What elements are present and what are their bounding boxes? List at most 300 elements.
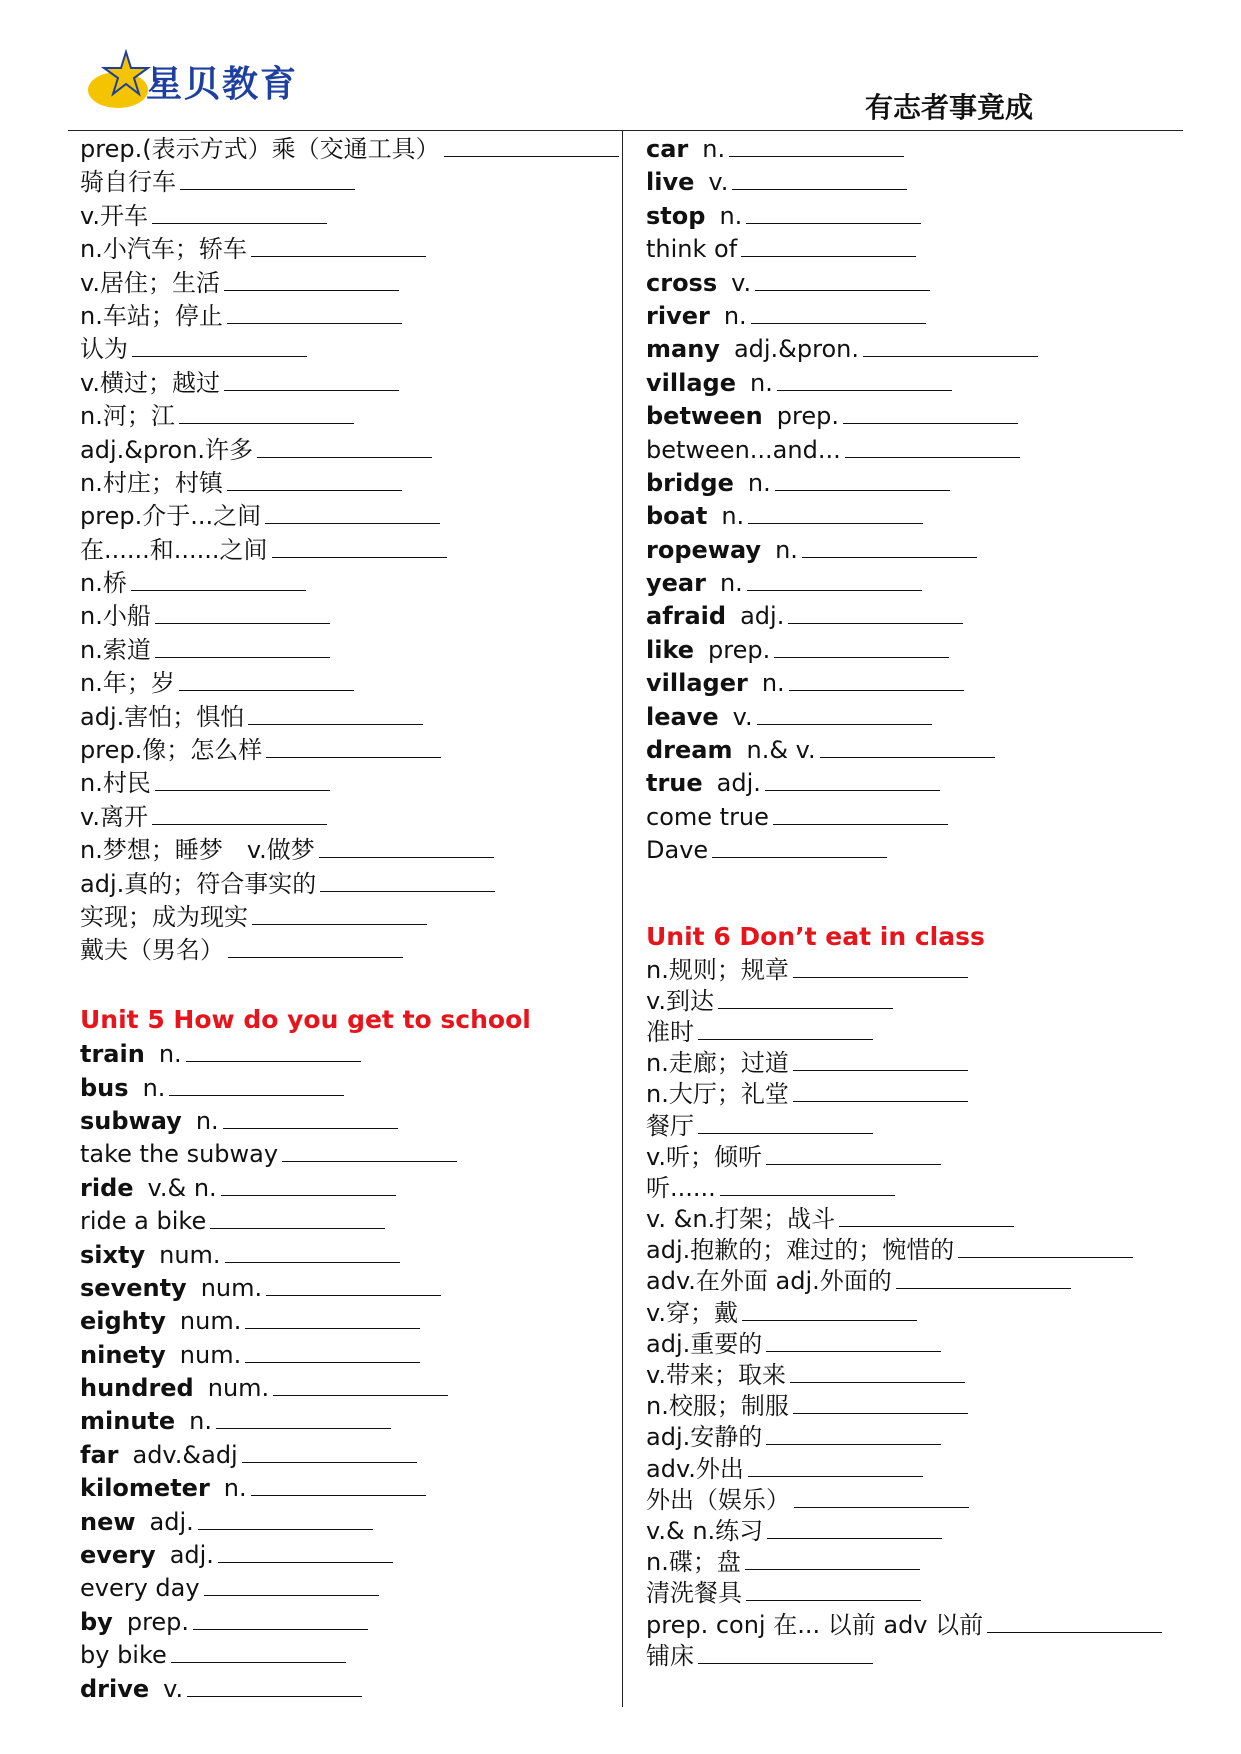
answer-blank[interactable]	[766, 1422, 941, 1445]
answer-blank[interactable]	[132, 334, 307, 357]
item-prompt: prep.(表示方式）乘（交通工具）	[80, 135, 440, 163]
item-prompt: v. &n.打架；战斗	[646, 1205, 836, 1234]
item-prompt: n.年；岁	[80, 669, 175, 698]
right-column	[646, 133, 1186, 1672]
unit4-chinese-list	[80, 133, 610, 968]
answer-blank[interactable]	[748, 1454, 923, 1477]
list-item	[80, 133, 610, 166]
item-prompt: 骑自行车	[80, 168, 176, 197]
headword: seventy	[80, 1273, 187, 1302]
answer-blank[interactable]	[282, 1139, 457, 1162]
answer-blank[interactable]	[152, 201, 327, 224]
answer-blank[interactable]	[746, 201, 921, 224]
answer-blank[interactable]	[987, 1610, 1162, 1633]
list-item	[646, 1017, 1186, 1048]
list-item	[646, 801, 1186, 834]
item-prompt: v.离开	[80, 802, 148, 831]
answer-blank[interactable]	[747, 568, 922, 591]
answer-blank[interactable]	[777, 368, 952, 391]
answer-blank[interactable]	[210, 1206, 385, 1229]
unit4-english-list	[646, 133, 1186, 868]
part-of-speech: adj.	[169, 1541, 214, 1570]
answer-blank[interactable]	[793, 1048, 968, 1071]
list-item	[646, 634, 1186, 667]
headword: ninety	[80, 1340, 166, 1369]
item-prompt: adj.重要的	[646, 1329, 763, 1358]
part-of-speech: n.	[702, 135, 726, 163]
answer-blank[interactable]	[272, 535, 447, 558]
list-item	[80, 1339, 610, 1372]
item-prompt: v.听；倾听	[646, 1142, 762, 1171]
answer-blank[interactable]	[745, 1547, 920, 1570]
answer-blank[interactable]	[155, 635, 330, 658]
list-item	[80, 1105, 610, 1138]
logo-text: 星贝教育	[146, 64, 299, 105]
answer-blank[interactable]	[757, 702, 932, 725]
answer-blank[interactable]	[245, 1340, 420, 1363]
list-item	[80, 1405, 610, 1438]
list-item	[80, 634, 610, 667]
answer-blank[interactable]	[698, 1641, 873, 1664]
list-item	[646, 233, 1186, 266]
list-item	[646, 1422, 1186, 1453]
item-prompt: v.& n.练习	[646, 1516, 764, 1545]
list-item	[646, 986, 1186, 1017]
list-item	[646, 1235, 1186, 1266]
answer-blank[interactable]	[186, 1039, 361, 1062]
answer-blank[interactable]	[863, 334, 1038, 357]
answer-blank[interactable]	[789, 668, 964, 691]
headword: ropeway	[646, 535, 762, 564]
answer-blank[interactable]	[748, 501, 923, 524]
headword: between	[646, 402, 763, 431]
part-of-speech: n.	[223, 1474, 247, 1503]
headword: eighty	[80, 1307, 166, 1336]
item-prompt: adv.外出	[646, 1454, 744, 1483]
part-of-speech: take the subway	[80, 1140, 279, 1169]
answer-blank[interactable]	[793, 955, 968, 978]
list-item	[80, 667, 610, 700]
list-item	[80, 1272, 610, 1305]
headword: live	[646, 168, 695, 197]
list-item	[646, 534, 1186, 567]
item-prompt: prep.像；怎么样	[80, 736, 263, 765]
headword: leave	[646, 702, 719, 731]
list-item	[646, 1329, 1186, 1360]
headword: afraid	[646, 602, 727, 631]
list-item	[80, 1138, 610, 1171]
list-item	[80, 868, 610, 901]
part-of-speech: v.	[732, 702, 753, 731]
list-item	[80, 267, 610, 300]
spacer	[80, 968, 610, 1001]
list-item	[646, 955, 1186, 986]
answer-blank[interactable]	[793, 1391, 968, 1414]
list-item	[80, 701, 610, 734]
part-of-speech: n.	[723, 301, 747, 330]
list-item	[646, 567, 1186, 600]
part-of-speech: n.	[749, 368, 773, 397]
part-of-speech: think of	[646, 235, 738, 264]
answer-blank[interactable]	[843, 401, 1018, 424]
answer-blank[interactable]	[773, 802, 948, 825]
answer-blank[interactable]	[720, 1173, 895, 1196]
item-prompt: 准时	[646, 1017, 694, 1046]
headword: drive	[80, 1674, 150, 1703]
answer-blank[interactable]	[742, 1298, 917, 1321]
answer-blank[interactable]	[793, 1079, 968, 1102]
answer-blank[interactable]	[775, 468, 950, 491]
list-item	[646, 834, 1186, 867]
answer-blank[interactable]	[204, 1573, 379, 1596]
list-item	[80, 1305, 610, 1338]
answer-blank[interactable]	[320, 869, 495, 892]
part-of-speech: n.	[719, 201, 743, 230]
answer-blank[interactable]	[221, 1173, 396, 1196]
list-item	[80, 400, 610, 433]
answer-blank[interactable]	[171, 1640, 346, 1663]
part-of-speech: v.	[708, 168, 729, 197]
list-item	[646, 300, 1186, 333]
list-item	[80, 434, 610, 467]
answer-blank[interactable]	[251, 234, 426, 257]
list-item	[646, 667, 1186, 700]
part-of-speech: num.	[179, 1340, 242, 1369]
answer-blank[interactable]	[741, 234, 916, 257]
answer-blank[interactable]	[802, 535, 977, 558]
part-of-speech: adv.&adj	[132, 1440, 238, 1469]
item-prompt: adj.&pron.许多	[80, 435, 254, 464]
item-prompt: n.村民	[80, 769, 151, 798]
answer-blank[interactable]	[319, 835, 494, 858]
answer-blank[interactable]	[179, 401, 354, 424]
list-item	[80, 1172, 610, 1205]
list-item	[80, 1539, 610, 1572]
list-item	[646, 701, 1186, 734]
part-of-speech: come true	[646, 802, 769, 831]
list-item	[80, 1673, 610, 1706]
headword: every	[80, 1541, 156, 1570]
part-of-speech: v.	[163, 1674, 184, 1703]
headword: hundred	[80, 1374, 194, 1403]
item-prompt: n.索道	[80, 635, 151, 664]
list-item	[646, 1610, 1186, 1641]
list-item	[80, 767, 610, 800]
list-item	[80, 500, 610, 533]
list-item	[80, 166, 610, 199]
part-of-speech: between...and...	[646, 435, 841, 464]
headword: minute	[80, 1407, 176, 1436]
list-item	[646, 1578, 1186, 1609]
headword: villager	[646, 669, 748, 698]
headword: by	[80, 1607, 113, 1636]
item-prompt: adj.害怕；惧怕	[80, 702, 245, 731]
list-item	[646, 600, 1186, 633]
answer-blank[interactable]	[187, 1674, 362, 1697]
headword: cross	[646, 268, 718, 297]
answer-blank[interactable]	[266, 1273, 441, 1296]
answer-blank[interactable]	[169, 1073, 344, 1096]
answer-blank[interactable]	[774, 635, 949, 658]
item-prompt: n.村庄；村镇	[80, 468, 223, 497]
answer-blank[interactable]	[245, 1306, 420, 1329]
answer-blank[interactable]	[766, 1329, 941, 1352]
answer-blank[interactable]	[896, 1266, 1071, 1289]
item-prompt: adv.在外面 adj.外面的	[646, 1267, 892, 1296]
list-item	[646, 1048, 1186, 1079]
headword: like	[646, 635, 695, 664]
part-of-speech: num.	[207, 1374, 270, 1403]
list-item	[646, 1516, 1186, 1547]
answer-blank[interactable]	[225, 1240, 400, 1263]
part-of-speech: num.	[200, 1273, 263, 1302]
answer-blank[interactable]	[257, 435, 432, 458]
list-item	[80, 1606, 610, 1639]
answer-blank[interactable]	[766, 1142, 941, 1165]
item-prompt: 餐厅	[646, 1111, 694, 1140]
list-item	[646, 1298, 1186, 1329]
answer-blank[interactable]	[228, 935, 403, 958]
part-of-speech: num.	[159, 1240, 221, 1269]
answer-blank[interactable]	[839, 1204, 1014, 1227]
part-of-speech: n.& v.	[746, 736, 816, 765]
headword: car	[646, 135, 689, 163]
list-item	[646, 333, 1186, 366]
list-item	[80, 1038, 610, 1071]
item-prompt: n.校服；制服	[646, 1392, 789, 1421]
header-rule	[68, 130, 1183, 131]
list-item	[80, 834, 610, 867]
list-item	[80, 367, 610, 400]
list-item	[80, 934, 610, 967]
part-of-speech: Dave	[646, 836, 709, 865]
list-item	[646, 367, 1186, 400]
answer-blank[interactable]	[179, 668, 354, 691]
list-item	[646, 166, 1186, 199]
answer-blank[interactable]	[845, 435, 1020, 458]
answer-blank[interactable]	[152, 802, 327, 825]
headword: new	[80, 1507, 136, 1536]
part-of-speech: n.	[158, 1040, 182, 1069]
answer-blank[interactable]	[265, 501, 440, 524]
item-prompt: prep. conj 在... 以前 adv 以前	[646, 1610, 984, 1639]
headword: subway	[80, 1106, 182, 1135]
list-item	[646, 467, 1186, 500]
item-prompt: n.车站；停止	[80, 301, 223, 330]
list-item	[646, 1079, 1186, 1110]
part-of-speech: num.	[179, 1307, 242, 1336]
list-item	[646, 267, 1186, 300]
headword: year	[646, 569, 706, 598]
list-item	[80, 1472, 610, 1505]
part-of-speech: ride a bike	[80, 1207, 207, 1236]
answer-blank[interactable]	[698, 1017, 873, 1040]
page-header	[68, 40, 1183, 130]
answer-blank[interactable]	[794, 1485, 969, 1508]
list-item	[646, 133, 1186, 166]
headword: ride	[80, 1173, 134, 1202]
answer-blank[interactable]	[751, 301, 926, 324]
answer-blank[interactable]	[224, 268, 399, 291]
answer-blank[interactable]	[224, 368, 399, 391]
item-prompt: 听......	[646, 1173, 716, 1202]
answer-blank[interactable]	[788, 601, 963, 624]
list-item	[80, 1205, 610, 1238]
item-prompt: 实现；成为现实	[80, 902, 248, 931]
answer-blank[interactable]	[251, 1473, 426, 1496]
unit6-chinese-list	[646, 955, 1186, 1672]
list-item	[646, 1173, 1186, 1204]
list-item	[80, 1439, 610, 1472]
list-item	[646, 1204, 1186, 1235]
item-prompt: adj.抱歉的；难过的；惋惜的	[646, 1236, 955, 1265]
answer-blank[interactable]	[712, 835, 887, 858]
part-of-speech: prep.	[708, 635, 771, 664]
list-item	[646, 400, 1186, 433]
list-item	[646, 734, 1186, 767]
answer-blank[interactable]	[765, 768, 940, 791]
answer-blank[interactable]	[223, 1106, 398, 1129]
answer-blank[interactable]	[746, 1578, 921, 1601]
list-item	[646, 1547, 1186, 1578]
list-item	[80, 1372, 610, 1405]
answer-blank[interactable]	[698, 1111, 873, 1134]
part-of-speech: n.	[747, 468, 771, 497]
answer-blank[interactable]	[266, 735, 441, 758]
list-item	[80, 300, 610, 333]
list-item	[80, 734, 610, 767]
list-item	[80, 901, 610, 934]
item-prompt: adj.安静的	[646, 1423, 763, 1452]
answer-blank[interactable]	[252, 902, 427, 925]
list-item	[646, 1641, 1186, 1672]
column-divider	[622, 131, 623, 1707]
part-of-speech: n.	[761, 669, 785, 698]
headword: true	[646, 769, 703, 798]
answer-blank[interactable]	[242, 1440, 417, 1463]
answer-blank[interactable]	[193, 1607, 368, 1630]
answer-blank[interactable]	[958, 1235, 1133, 1258]
list-item	[80, 1506, 610, 1539]
list-item	[646, 1391, 1186, 1422]
list-item	[80, 233, 610, 266]
list-item	[646, 1360, 1186, 1391]
left-column	[80, 133, 610, 1706]
item-prompt: prep.介于...之间	[80, 502, 262, 531]
item-prompt: v.居住；生活	[80, 268, 220, 297]
item-prompt: n.小汽车；轿车	[80, 235, 247, 264]
list-item	[80, 200, 610, 233]
item-prompt: n.规则；规章	[646, 955, 789, 984]
part-of-speech: adj.	[149, 1507, 194, 1536]
part-of-speech: n.	[719, 569, 743, 598]
headword: dream	[646, 736, 733, 765]
answer-blank[interactable]	[248, 702, 423, 725]
unit5-title: Unit 5 How do you get to school	[80, 1005, 531, 1035]
list-item	[646, 500, 1186, 533]
item-prompt: n.桥	[80, 569, 127, 598]
list-item	[646, 434, 1186, 467]
list-item	[646, 1142, 1186, 1173]
answer-blank[interactable]	[729, 134, 904, 157]
item-prompt: v.开车	[80, 201, 148, 230]
part-of-speech: adj.	[716, 769, 761, 798]
answer-blank[interactable]	[227, 468, 402, 491]
answer-blank[interactable]	[767, 1516, 942, 1539]
answer-blank[interactable]	[218, 1540, 393, 1563]
list-item	[646, 1485, 1186, 1516]
list-item	[646, 1111, 1186, 1142]
item-prompt: 认为	[80, 335, 128, 364]
list-item	[646, 200, 1186, 233]
answer-blank[interactable]	[444, 134, 619, 157]
answer-blank[interactable]	[227, 301, 402, 324]
answer-blank[interactable]	[155, 601, 330, 624]
list-item	[80, 567, 610, 600]
list-item	[80, 534, 610, 567]
headword: boat	[646, 502, 708, 531]
item-prompt: 清洗餐具	[646, 1579, 742, 1608]
list-item	[646, 1266, 1186, 1297]
list-item	[80, 801, 610, 834]
item-prompt: 外出（娱乐）	[646, 1485, 790, 1514]
headword: stop	[646, 201, 706, 230]
item-prompt: adj.真的；符合事实的	[80, 869, 317, 898]
list-item	[80, 600, 610, 633]
headword: train	[80, 1040, 145, 1069]
item-prompt: n.小船	[80, 602, 151, 631]
answer-blank[interactable]	[131, 568, 306, 591]
list-item	[80, 333, 610, 366]
item-prompt: v.到达	[646, 986, 714, 1015]
item-prompt: 在......和......之间	[80, 535, 268, 564]
list-item	[646, 1454, 1186, 1485]
item-prompt: v.横过；越过	[80, 368, 220, 397]
answer-blank[interactable]	[755, 268, 930, 291]
item-prompt: n.河；江	[80, 402, 175, 431]
part-of-speech: every day	[80, 1574, 200, 1603]
headword: village	[646, 368, 736, 397]
answer-blank[interactable]	[820, 735, 995, 758]
list-item	[80, 1072, 610, 1105]
answer-blank[interactable]	[155, 768, 330, 791]
answer-blank[interactable]	[790, 1360, 965, 1383]
headword: kilometer	[80, 1474, 210, 1503]
answer-blank[interactable]	[198, 1507, 373, 1530]
part-of-speech: adj.&pron.	[733, 335, 859, 364]
item-prompt: 戴夫（男名）	[80, 936, 224, 965]
logo	[86, 48, 306, 118]
list-item	[80, 467, 610, 500]
part-of-speech: v.& n.	[147, 1173, 217, 1202]
part-of-speech: n.	[189, 1407, 212, 1436]
answer-blank[interactable]	[273, 1373, 448, 1396]
item-prompt: v.穿；戴	[646, 1298, 738, 1327]
headword: river	[646, 301, 710, 330]
list-item	[80, 1239, 610, 1272]
headword: far	[80, 1440, 119, 1469]
answer-blank[interactable]	[180, 167, 355, 190]
answer-blank[interactable]	[216, 1406, 391, 1429]
list-item	[80, 1572, 610, 1605]
item-prompt: n.走廊；过道	[646, 1049, 789, 1078]
part-of-speech: v.	[731, 268, 752, 297]
answer-blank[interactable]	[718, 986, 893, 1009]
spacer	[646, 868, 1186, 918]
answer-blank[interactable]	[732, 167, 907, 190]
headword: bridge	[646, 468, 734, 497]
item-prompt: v.带来；取来	[646, 1361, 786, 1390]
